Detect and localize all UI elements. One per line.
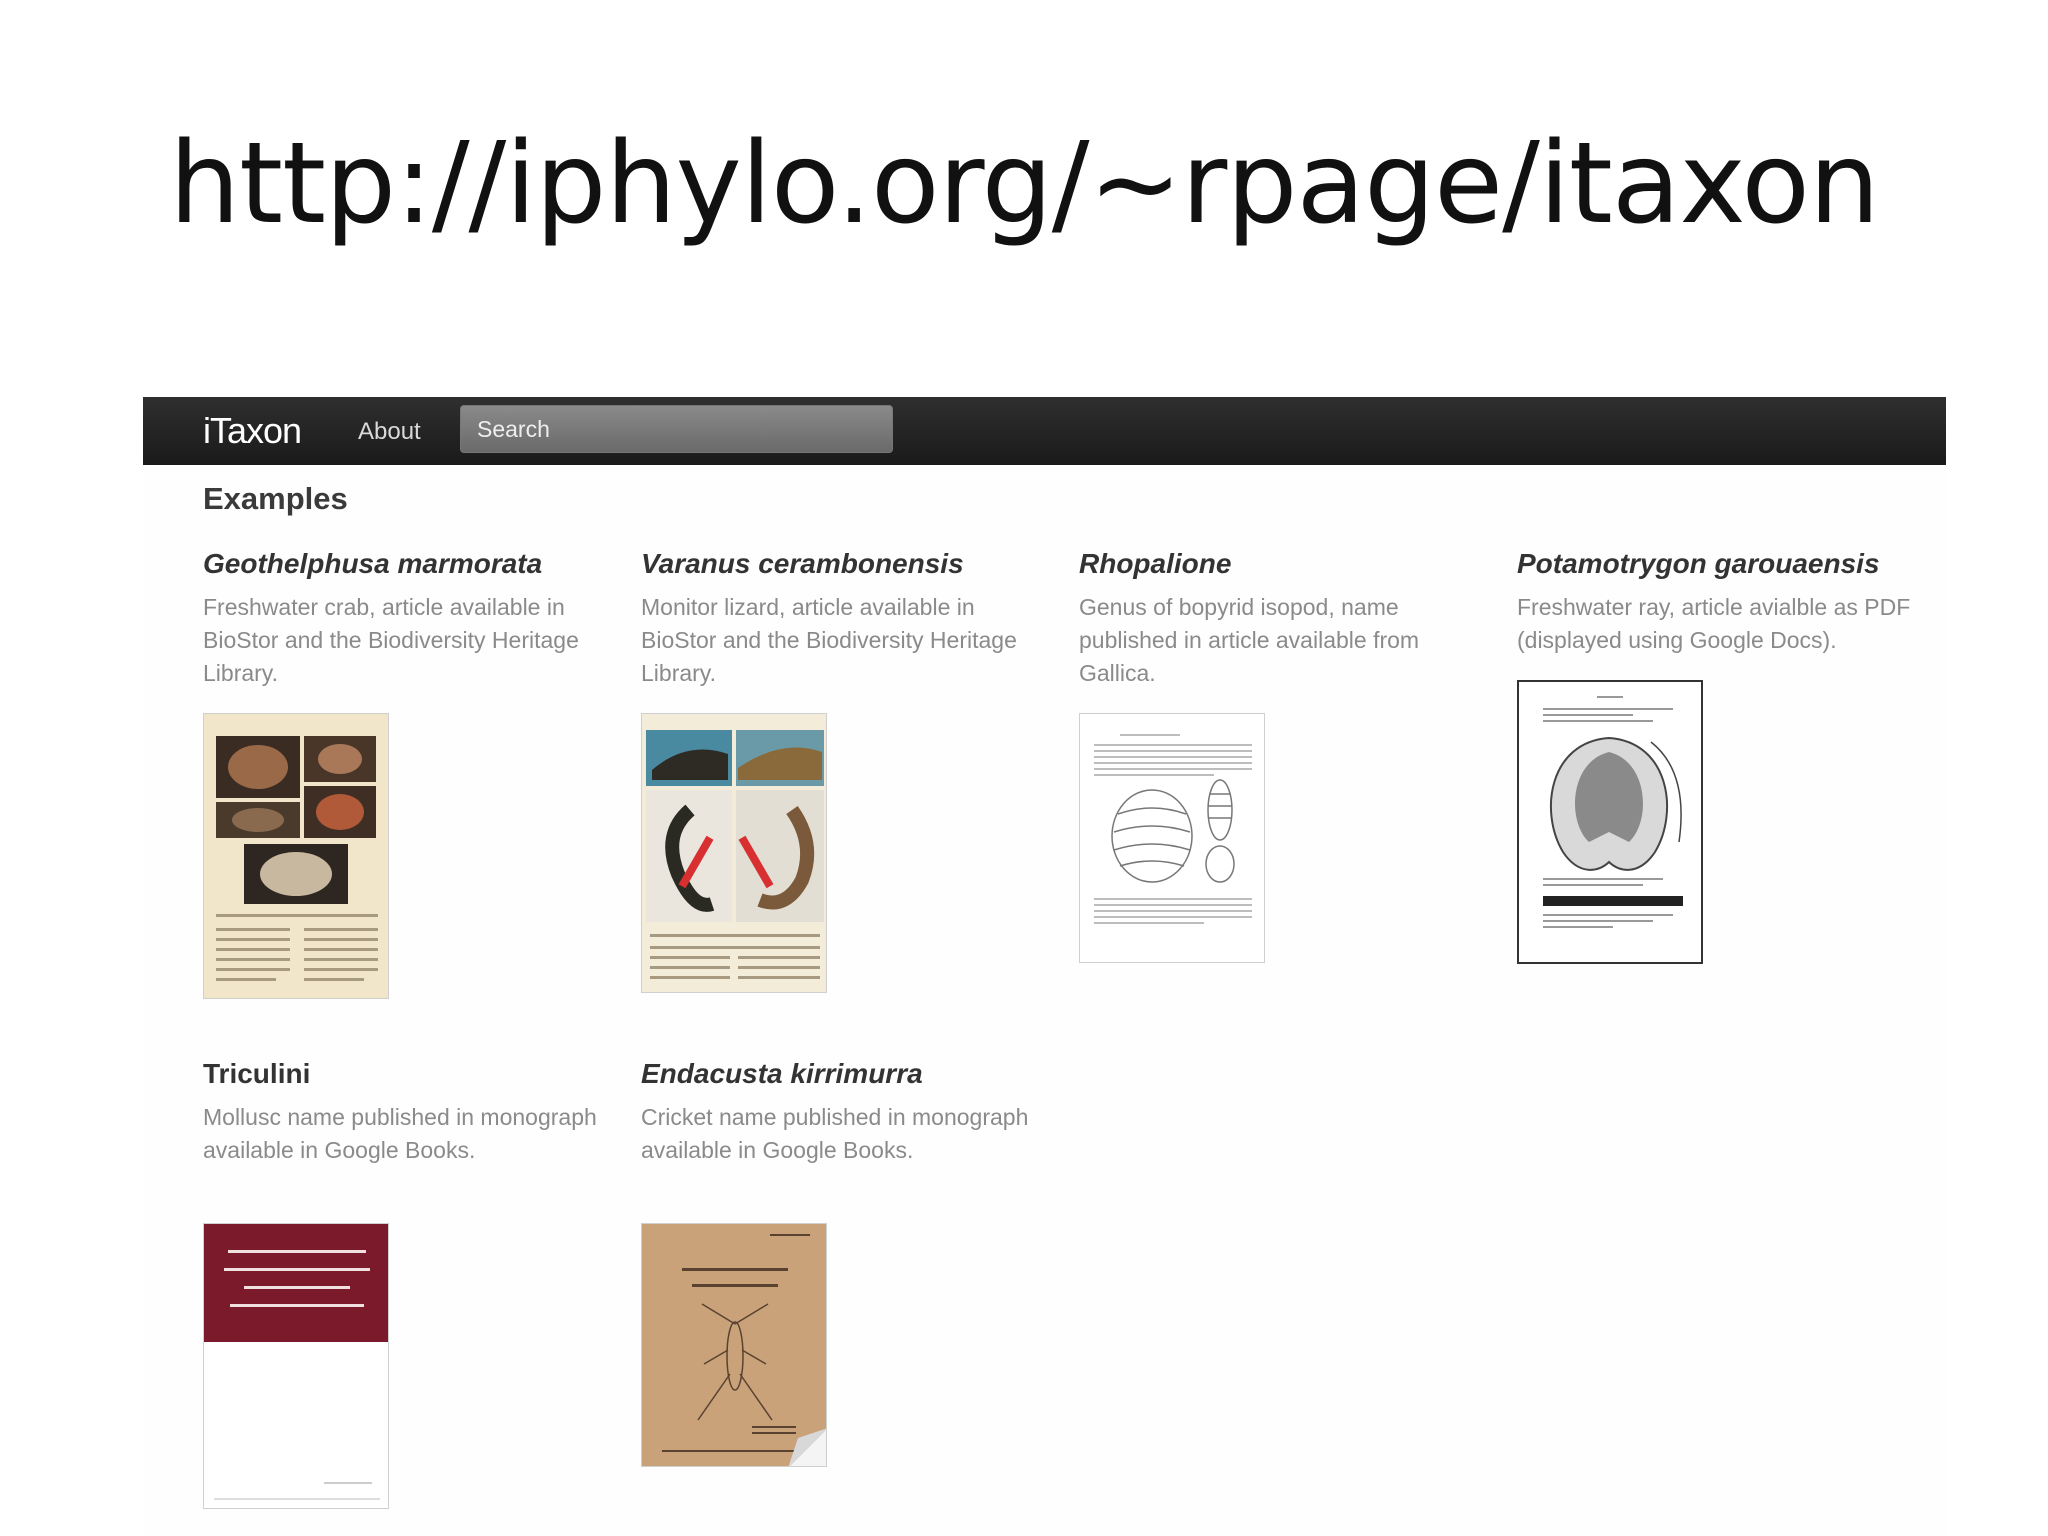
itaxon-screenshot [143, 397, 1946, 1536]
example-card [1079, 547, 1479, 690]
example-card [641, 547, 1041, 690]
example-description: Freshwater ray, article avialble as PDF (displayed using Google Docs). [1517, 594, 1911, 653]
example-card [641, 1057, 1041, 1167]
slide-title: http://iphylo.org/~rpage/itaxon [169, 119, 1879, 249]
lizard-plate-image [642, 714, 827, 993]
example-title-link[interactable]: Varanus cerambonensis [641, 548, 964, 579]
example-title-link[interactable]: Potamotrygon garouaensis [1517, 548, 1880, 579]
example-thumbnail[interactable] [203, 713, 389, 999]
example-card [1517, 547, 1917, 657]
search-input[interactable] [460, 405, 893, 453]
example-thumbnail[interactable] [203, 1223, 389, 1509]
example-title-link[interactable]: Geothelphusa marmorata [203, 548, 543, 579]
example-card [203, 547, 603, 690]
example-title-link[interactable]: Rhopalione [1079, 548, 1232, 579]
example-thumbnail[interactable] [641, 1223, 827, 1467]
example-title-link[interactable]: Triculini [203, 1058, 311, 1089]
example-thumbnail[interactable] [641, 713, 827, 993]
example-description: Genus of bopyrid isopod, name published in article available from Gallica. [1079, 594, 1420, 686]
examples-heading: Examples [203, 481, 348, 516]
nav-about-link[interactable]: About [358, 418, 421, 445]
mollusc-book-cover-image [204, 1224, 389, 1509]
example-description: Cricket name published in monograph available in Google Books. [641, 1104, 1029, 1163]
example-description: Freshwater crab, article available in BioStor and the Biodiversity Heritage Library. [203, 594, 579, 686]
isopod-plate-image [1080, 714, 1265, 963]
example-title-link[interactable]: Endacusta kirrimurra [641, 1058, 923, 1089]
example-thumbnail[interactable] [1079, 713, 1265, 963]
cricket-book-cover-image [642, 1224, 827, 1467]
crab-plate-image [204, 714, 389, 999]
example-card [203, 1057, 603, 1167]
example-thumbnail[interactable] [1517, 680, 1703, 964]
example-description: Mollusc name published in monograph available in Google Books. [203, 1104, 597, 1163]
navbar [143, 397, 1946, 465]
ray-plate-image [1519, 682, 1701, 962]
brand-logo[interactable]: iTaxon [203, 410, 302, 451]
example-description: Monitor lizard, article available in BioStor and the Biodiversity Heritage Library. [641, 594, 1017, 686]
